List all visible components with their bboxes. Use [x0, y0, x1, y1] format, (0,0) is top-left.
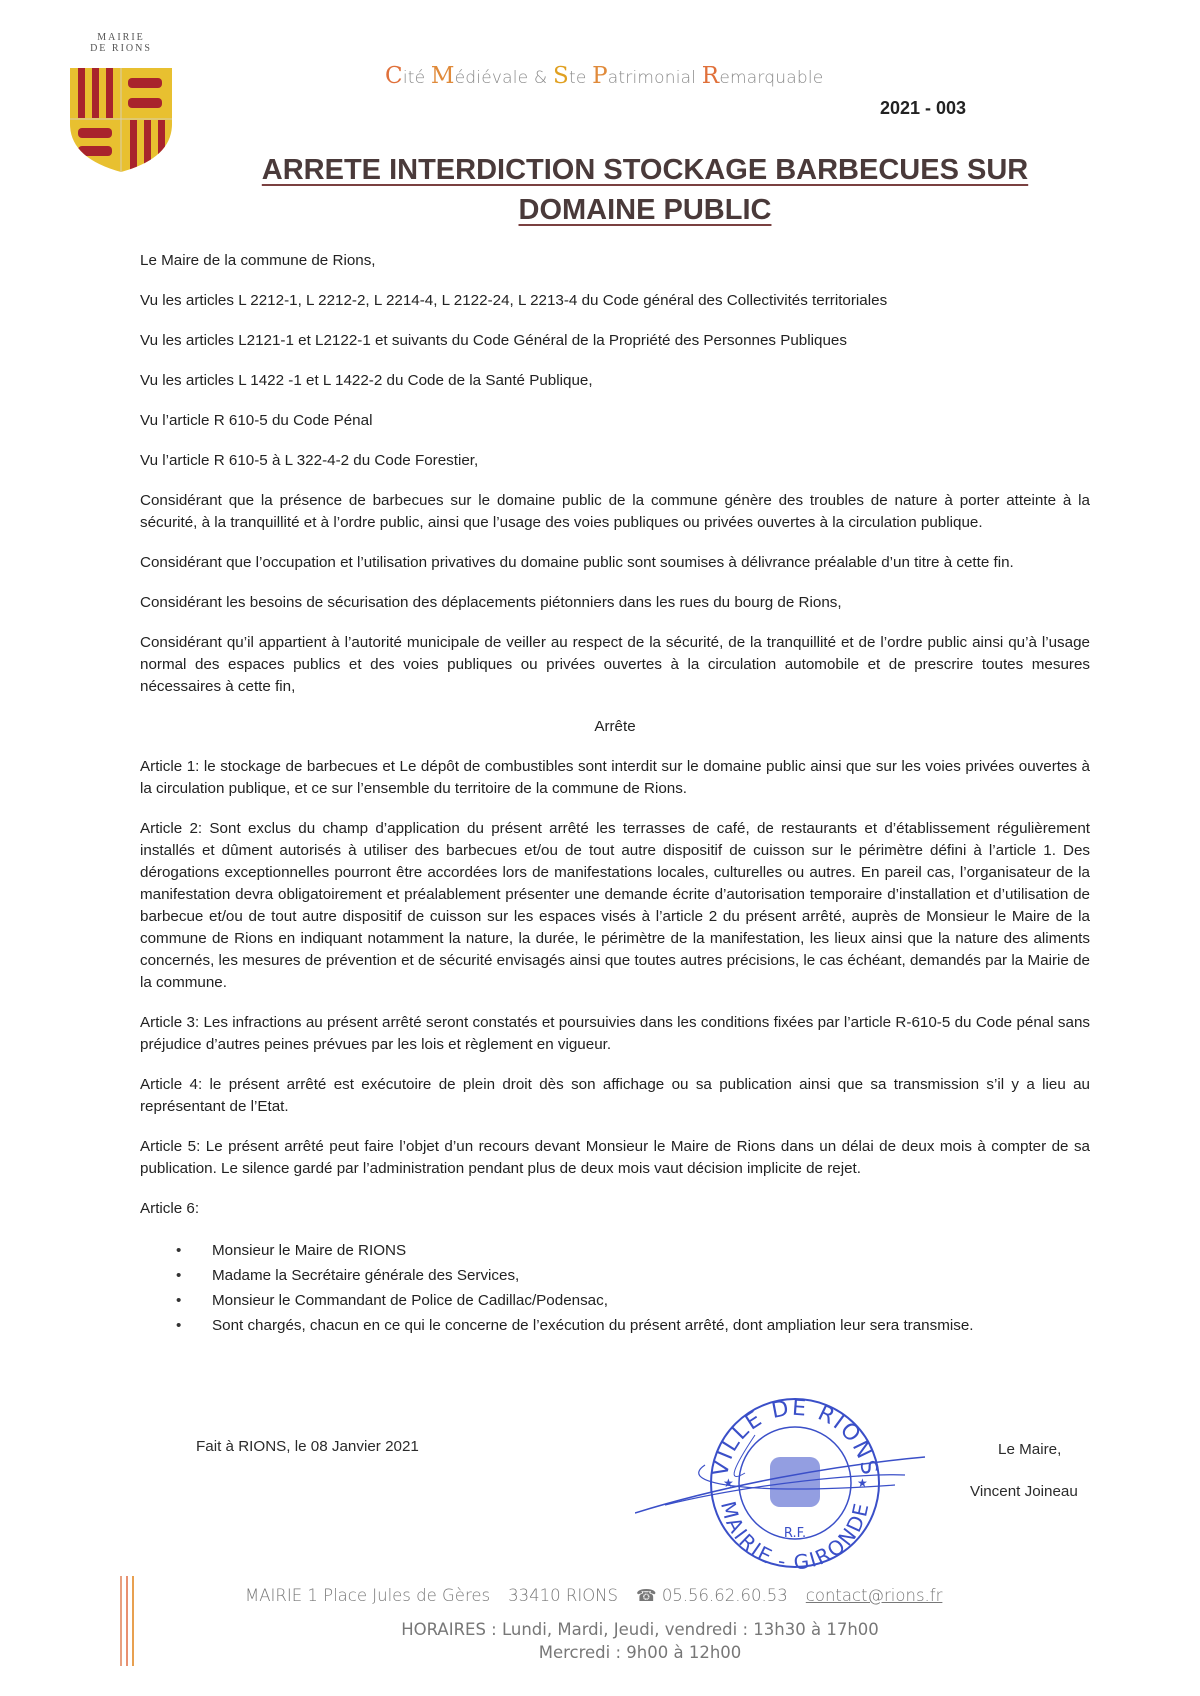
motto-text: te — [568, 68, 593, 88]
motto-text: emarquable — [719, 68, 824, 88]
footer-address: MAIRIE 1 Place Jules de Gères — [245, 1586, 491, 1605]
place-and-date: Fait à RIONS, le 08 Janvier 2021 — [196, 1438, 419, 1455]
title-line1: ARRETE INTERDICTION STOCKAGE BARBECUES SUR — [261, 154, 1029, 186]
footer-email-link[interactable]: contact@rions.fr — [805, 1586, 943, 1605]
decree-heading: Arrête — [594, 718, 636, 735]
recipients-list — [140, 1238, 1090, 1338]
signatory-role: Le Maire, — [998, 1441, 1062, 1458]
article-5: Article 5: Le présent arrêté peut faire l’objet d’un recours devant Monsieur le Maire de Rions dans un délai de deux mois à compter de sa publication. Le silence gardé par l’administration pendant plus de deux mois vaut décision implicite de rejet. — [140, 1138, 1090, 1177]
list-item: • Madame la Secrétaire générale des Services, — [212, 1263, 1090, 1288]
signatory-name: Vincent Joineau — [970, 1483, 1078, 1500]
motto-cap: P — [592, 63, 608, 89]
list-item: • Monsieur le Maire de RIONS — [212, 1238, 1090, 1263]
footer-phone: 05.56.62.60.53 — [661, 1586, 788, 1605]
motto-cap: C — [385, 63, 403, 89]
motto-cap: R — [701, 63, 720, 89]
article-3: Article 3: Les infractions au présent arrêté seront constatés et poursuivies dans les conditions fixées par l’article R-610-5 du Code pénal sans préjudice d’autres peines prévues par les lois et règlement en vigueur. — [140, 1014, 1090, 1053]
considerant-clause: Considérant qu’il appartient à l’autorité municipale de veiller au respect de la sécurité, de la tranquillité et de l’ordre public ainsi qu’à l’usage normal des espaces publics et des voies publiques ou privées ouvertes à la circulation automobile et de prescrire toutes mesures nécessaires à cette fin, — [140, 634, 1090, 695]
document-body — [140, 250, 1090, 1338]
article-6: Article 6: — [140, 1200, 200, 1217]
article-2: Article 2: Sont exclus du champ d’application du présent arrêté les terrasses de café, de restaurants et d’établissement régulièrement installés et dûment autorisés à utiliser des barbecues et/ou de tout autre dispositif de cuisson sur le périmètre défini à l’article 1. Des dérogations exceptionnelles pourront être accordées lors de manifestations locales, culturelles ou autres. En pareil cas, l’organisateur de la manifestation devra obligatoirement et préalablement présenter une demande écrite d’autorisation temporaire d’installation et d’utilisation de barbecue et/ou de tout autre dispositif de cuisson sur les espaces visés à l’article 2 du présent arrêté, auprès de Monsieur le Maire de la commune de Rions en indiquant notamment la nature, la durée, le périmètre de la manifestation, les lieux ainsi que la nature des aliments concernés, les mesures de prévention et de sécurité envisagés ainsi que toutes autres précisions, le cas échéant, demandés par la Mairie de la commune. — [140, 820, 1090, 991]
crest-label — [62, 32, 180, 54]
list-item: • Monsieur le Commandant de Police de Cadillac/Podensac, — [212, 1288, 1090, 1313]
vu-clause: Vu les articles L 1422 -1 et L 1422-2 du Code de la Santé Publique, — [140, 372, 593, 389]
vu-clause: Vu l’article R 610-5 du Code Pénal — [140, 412, 373, 429]
footer-hours-wednesday: Mercredi : 9h00 à 12h00 — [538, 1643, 742, 1662]
motto-text: édiévale & — [454, 68, 553, 88]
vu-clause: Vu les articles L 2212-1, L 2212-2, L 2214-4, L 2122-24, L 2213-4 du Code général des Collectivités territoriales — [140, 292, 888, 309]
considerant-clause: Considérant que l’occupation et l’utilisation privatives du domaine public sont soumises à délivrance préalable d’un titre à cette fin. — [140, 554, 1014, 571]
motto-text: ité — [402, 68, 431, 88]
svg-text:R.F.: R.F. — [783, 1526, 807, 1541]
article-1: Article 1: le stockage de barbecues et Le dépôt de combustibles sont interdit sur le domaine public ainsi que sur les voies privées ouvertes à la circulation publique, et ce sur l’ensemble du territoire de la commune de Rions. — [140, 758, 1090, 797]
svg-text:★: ★ — [857, 1476, 868, 1490]
svg-text:★: ★ — [723, 1476, 734, 1490]
vu-clause: Vu l’article R 610-5 à L 322-4-2 du Code Forestier, — [140, 452, 479, 469]
footer-contact — [245, 1586, 942, 1605]
decree-reference-number: 2021 - 003 — [880, 98, 967, 118]
vu-clause: Vu les articles L2121-1 et L2122-1 et suivants du Code Général de la Propriété des Personnes Publiques — [140, 332, 847, 349]
phone-icon: ☎ — [636, 1586, 657, 1605]
footer-hours-weekdays: HORAIRES : Lundi, Mardi, Jeudi, vendredi : 13h30 à 17h00 — [401, 1620, 879, 1639]
svg-text:MAIRIE - GIRONDE: MAIRIE - GIRONDE — [716, 1498, 874, 1570]
municipal-crest-logo — [62, 22, 180, 180]
motto-tagline — [385, 63, 905, 89]
svg-text:VILLE DE RIONS: VILLE DE RIONS — [708, 1395, 882, 1479]
considerant-clause: Considérant que la présence de barbecues sur le domaine public de la commune génère des troubles de nature à porter atteinte à la sécurité, à la tranquillité et à l’ordre public, ainsi que l’usage des voies publiques ou privées ouvertes à la circulation publique. — [140, 492, 1090, 531]
title-line2: DOMAINE PUBLIC — [518, 194, 772, 226]
article-4: Article 4: le présent arrêté est exécutoire de plein droit dès son affichage ou sa publication ainsi que sa transmission s’il y a lieu au représentant de l’Etat. — [140, 1076, 1090, 1115]
list-item: • Sont chargés, chacun en ce qui le concerne de l’exécution du présent arrêté, dont ampliation leur sera transmise. — [212, 1313, 1090, 1338]
motto-cap: M — [430, 63, 455, 89]
considerant-clause: Considérant les besoins de sécurisation des déplacements piétonniers dans les rues du bourg de Rions, — [140, 594, 842, 611]
crest-label-line1: MAIRIE — [97, 32, 145, 43]
preamble-intro: Le Maire de la commune de Rions, — [140, 252, 376, 269]
motto-cap: S — [553, 63, 569, 89]
footer-postal: 33410 RIONS — [508, 1586, 618, 1605]
official-stamp-icon — [635, 1395, 945, 1570]
shield-icon — [68, 66, 174, 174]
motto-text: atrimonial — [607, 68, 702, 88]
footer-decorative-bars-icon — [118, 1576, 138, 1666]
crest-label-line2: DE RIONS — [90, 43, 152, 54]
document-title — [250, 150, 1040, 230]
